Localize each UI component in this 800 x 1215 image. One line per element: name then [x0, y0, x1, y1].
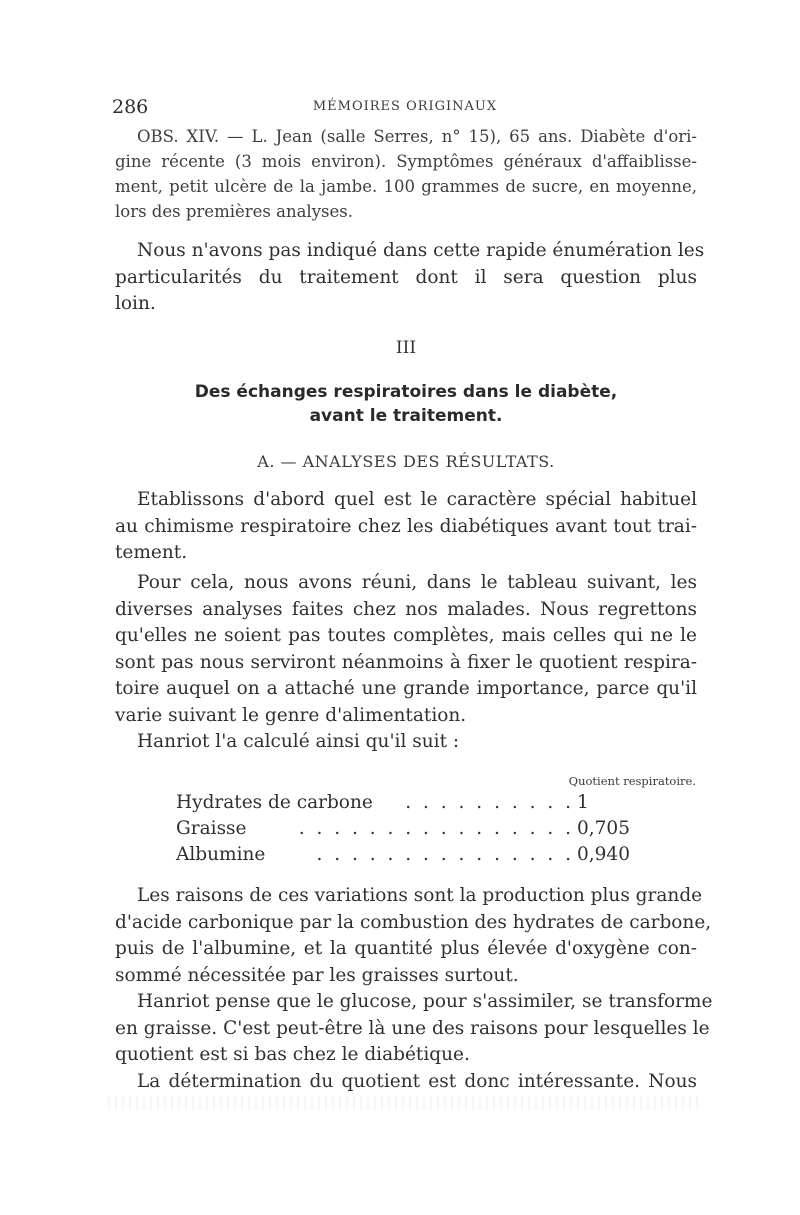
paragraph-line: puis de l'albumine, et la quantité plus élevée d'oxygène con- — [115, 938, 697, 959]
table-row-leader-dots: . . . . . . . . . . . . . . . . — [298, 818, 574, 839]
paragraph-line: qu'elles ne soient pas toutes complètes, mais celles qui ne le — [115, 625, 697, 646]
section-title-line: Des échanges respiratoires dans le diabète, — [194, 382, 618, 402]
paragraph-line: Hanriot l'a calculé ainsi qu'il suit : — [137, 731, 460, 752]
table-row — [176, 818, 636, 844]
observation-line: gine récente (3 mois environ). Symptômes généraux d'affaiblisse- — [115, 152, 697, 171]
running-title: MÉMOIRES ORIGINAUX — [312, 99, 498, 114]
table-row-label: Hydrates de carbone — [176, 792, 373, 813]
paragraph-2 — [115, 487, 697, 567]
table-row-value: 1 — [577, 792, 589, 813]
paragraph-7 — [115, 1069, 697, 1096]
paragraph-4 — [115, 729, 697, 756]
table-row — [176, 792, 636, 818]
observation-paragraph — [115, 124, 697, 224]
bleed-through-texture — [108, 1096, 698, 1110]
table-row-value: 0,940 — [577, 844, 630, 865]
paragraph-line: Pour cela, nous avons réuni, dans le tableau suivant, les — [137, 572, 697, 593]
paragraph-line: toire auquel on a attaché une grande importance, parce qu'il — [115, 678, 697, 699]
table-row-label: Graisse — [176, 818, 247, 839]
paragraph-line: La détermination du quotient est donc intéressante. Nous — [137, 1071, 697, 1092]
paragraph-line: sont pas nous serviront néanmoins à fixer le quotient respira- — [115, 651, 697, 673]
paragraph-line: loin. — [115, 293, 156, 314]
paragraph-line: particularités du traitement dont il sera question plus — [115, 266, 697, 288]
section-title-line: avant le traitement. — [309, 406, 503, 426]
paragraph-line: Etablissons d'abord quel est le caractère spécial habituel — [137, 489, 697, 510]
subsection-heading: A. — ANALYSES DES RÉSULTATS. — [257, 452, 555, 471]
observation-line: OBS. XIV. — L. Jean (salle Serres, n° 15), 65 ans. Diabète d'ori- — [137, 127, 697, 146]
paragraph-3 — [115, 570, 697, 729]
section-title — [115, 380, 697, 428]
section-number: III — [395, 338, 417, 358]
paragraph-line: Les raisons de ces variations sont la production plus grande — [137, 885, 703, 906]
table-row — [176, 844, 636, 870]
paragraph-line: Nous n'avons pas indiqué dans cette rapide énumération les — [137, 240, 705, 261]
table-row-leader-dots: . . . . . . . . . . . . . . . — [316, 844, 574, 865]
table-column-header: Quotient respiratoire. — [568, 774, 696, 788]
paragraph-line: tement. — [115, 542, 188, 563]
table-row-label: Albumine — [176, 844, 266, 865]
table-row-leader-dots: . . . . . . . . . . — [405, 792, 574, 813]
paragraph-line: en graisse. C'est peut-être là une des raisons pour lesquelles le — [115, 1017, 710, 1039]
observation-line: lors des premières analyses. — [115, 202, 353, 221]
page-header — [112, 96, 698, 120]
paragraph-line: au chimisme respiratoire chez les diabétiques avant tout trai- — [115, 515, 697, 537]
table-row-value: 0,705 — [577, 818, 630, 839]
page-number: 286 — [112, 96, 149, 118]
observation-line: ment, petit ulcère de la jambe. 100 grammes de sucre, en moyenne, — [115, 177, 697, 196]
paragraph-line: sommé nécessitée par les graisses surtout. — [115, 964, 519, 986]
paragraph-5 — [115, 883, 712, 989]
paragraph-6 — [115, 989, 713, 1069]
paragraph-line: d'acide carbonique par la combustion des hydrates de carbone, — [115, 911, 712, 933]
paragraph-line: Hanriot pense que le glucose, pour s'assimiler, se transforme — [137, 991, 713, 1012]
paragraph-line: diverses analyses faites chez nos malades. Nous regrettons — [115, 598, 697, 620]
paragraph-line: varie suivant le genre d'alimentation. — [115, 704, 467, 726]
paragraph-1 — [115, 238, 705, 318]
paragraph-line: quotient est si bas chez le diabétique. — [115, 1044, 470, 1065]
